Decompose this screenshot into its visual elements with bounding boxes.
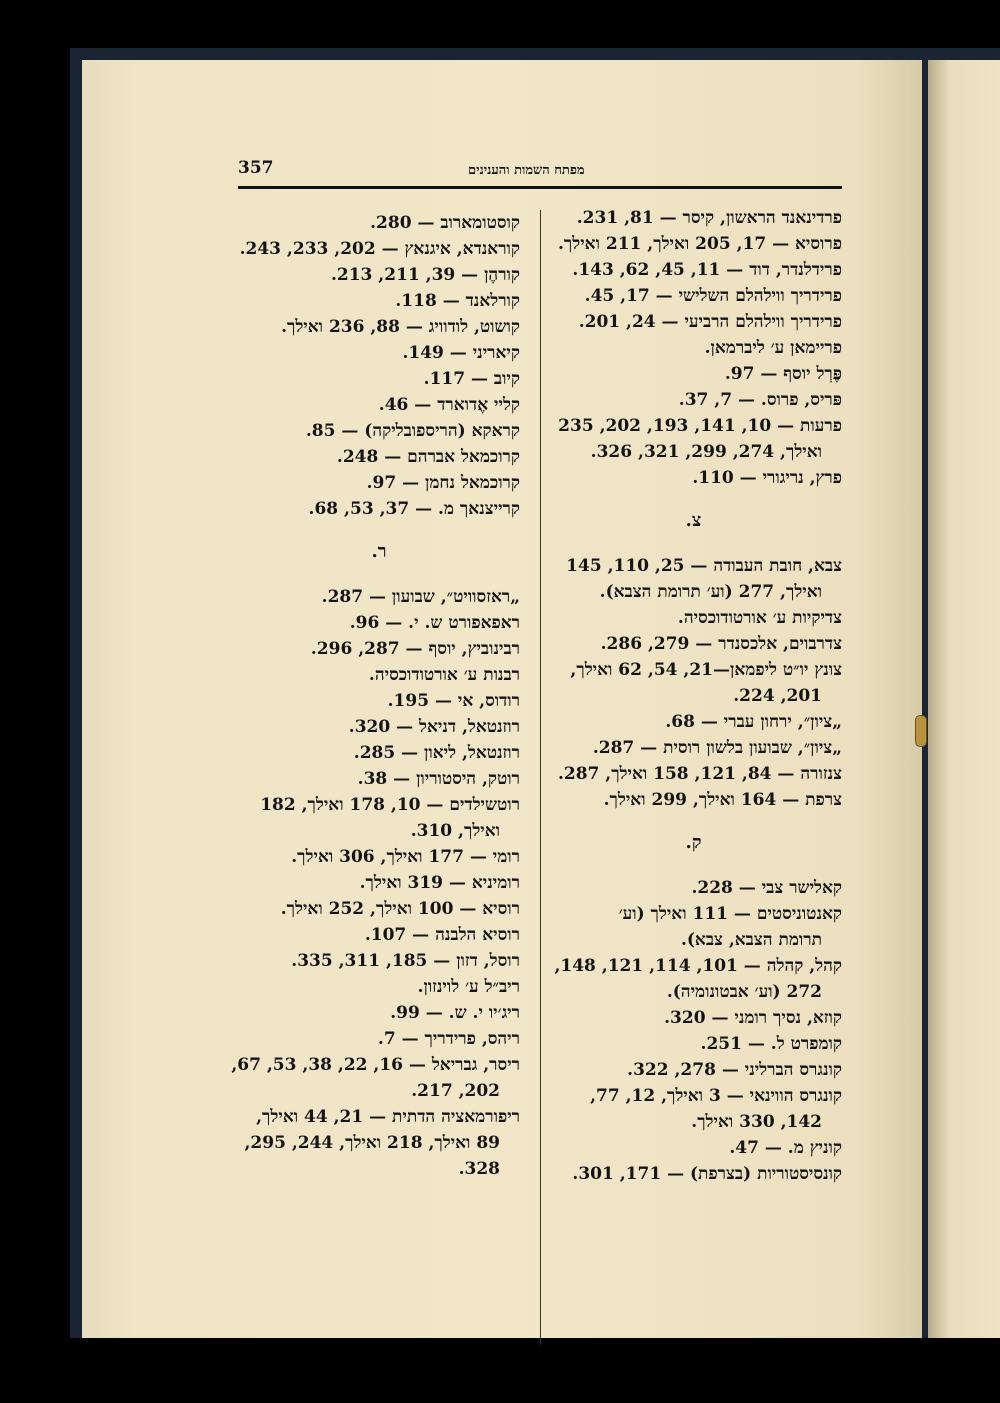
index-entry: קיוב — 117. (423, 369, 520, 389)
index-entry: ראפאפורט ש. י. — 96. (349, 613, 520, 633)
index-entry: קאנטוניסטים — 111 ואילך (וע׳ (618, 904, 842, 924)
index-entry: קוזא, נסיך רומני — 320. (664, 1008, 842, 1028)
index-entry: פּריס, פרוס. — 7, 37. (678, 390, 842, 410)
index-entry: ריפורמאציה הדתית — 21, 44 ואילך, (256, 1107, 520, 1127)
index-entry: רוזנטאל, דניאל — 320. (348, 717, 520, 737)
index-entry-continuation: 89 ואילך, 218 ואילך, 244, 295, (244, 1133, 500, 1153)
index-entry: ריג׳יו י. ש. — 99. (390, 1003, 520, 1023)
adjacent-page-edge (928, 60, 1000, 1338)
section-letter: ק. (685, 832, 702, 853)
index-entry: רוזנטאל, ליאון — 285. (353, 743, 520, 763)
index-entry-continuation: 142, 330 ואילך. (691, 1112, 822, 1132)
index-entry: ריסר, גבריאל — 16, 22, 38, 53, 67, (231, 1055, 520, 1075)
index-entry-continuation: ואילך, 274, 299, 321, 326. (590, 442, 822, 462)
index-entry: קיאריני — 149. (402, 343, 520, 363)
index-column-right (545, 205, 842, 1187)
index-entry: צונץ יו״ט ליפמאן—21, 54, 62 ואילך, (570, 660, 842, 680)
index-entry: קונגרס הווינאי — 3 ואילך, 12, 77, (590, 1086, 842, 1106)
index-entry: רומיניא — 319 ואילך. (359, 873, 520, 893)
index-entry: פרידלנדר, דוד — 11, 45, 62, 143. (572, 260, 842, 280)
index-entry: רוטק, היסטוריון — 38. (357, 769, 520, 789)
index-entry: פרידריך ווילהלם השלישי — 17, 45. (584, 286, 842, 306)
index-entry-continuation: ואילך, 277 (וע׳ תרומת הצבא). (599, 582, 822, 602)
index-entry: קרוכמאל נחמן — 97. (366, 473, 520, 493)
index-entry: רוסל, דזון — 185, 311, 335. (291, 951, 520, 971)
index-entry: פרדינאנד הראשון, קיסר — 81, 231. (576, 208, 842, 228)
index-entry: קוראנדא, איגנאץ — 202, 233, 243. (239, 239, 520, 259)
running-title: מפתח השמות והענינים (468, 163, 585, 178)
index-entry: צבא, חובת העבודה — 25, 110, 145 (566, 556, 842, 576)
index-entry: קוסטומארוב — 280. (370, 213, 520, 233)
index-entry: פֶּרְל יוסף — 97. (724, 364, 842, 384)
index-entry: קראקא (הריספובליקה) — 85. (305, 421, 520, 441)
index-entry: רומי — 177 ואילך, 306 ואילך. (291, 847, 520, 867)
index-entry: צדרבוים, אלכסנדר — 279, 286. (600, 634, 842, 654)
index-entry: קורלאנד — 118. (395, 291, 520, 311)
index-entry: צדיקיות ע׳ אורטודוכסיה. (677, 608, 842, 628)
index-entry: קרייצנאך מ. — 37, 53, 68. (308, 499, 520, 519)
index-entry-continuation: 328. (458, 1159, 500, 1179)
index-entry: רודוס, אי — 195. (387, 691, 520, 711)
page-number: 357 (238, 158, 274, 178)
index-entry: קושוט, לודוויג — 88, 236 ואילך. (281, 317, 520, 337)
section-letter: צ. (685, 510, 702, 531)
index-entry: צנזורה — 84, 121, 158 ואילך, 287. (557, 764, 842, 784)
index-entry-continuation: 202, 217. (411, 1081, 500, 1101)
index-entry: ריב״ל ע׳ לוינזון. (417, 977, 520, 997)
index-entry: פרוסיא — 17, 205 ואילך, 211 ואילך. (558, 234, 842, 254)
page-header (238, 152, 842, 182)
index-entry: קליי אֶדוארד — 46. (378, 395, 520, 415)
index-entry: קהל, קהלה — 101, 114, 121, 148, (554, 956, 842, 976)
index-entry: „ציון״, שבועון בלשון רוסית — 287. (592, 738, 842, 758)
index-entry: „ראזסוויט״, שבועון — 287. (321, 587, 520, 607)
index-entry: פריימאן ע׳ ליברמאן. (704, 338, 842, 358)
section-letter: ר. (371, 541, 387, 562)
index-entry: ריהס, פרידריך — 7. (377, 1029, 520, 1049)
index-entry-continuation: ואילך, 310. (410, 821, 500, 841)
index-entry: קונסיסטוריות (בצרפת) — 171, 301. (572, 1164, 842, 1184)
index-entry: „ציון״, ירחון עברי — 68. (665, 712, 842, 732)
index-entry: רבנות ע׳ אורטודוכסיה. (368, 665, 520, 685)
index-column-left (231, 210, 520, 1182)
index-entry: פרידריך ווילהלם הרביעי — 24, 201. (578, 312, 842, 332)
index-entry-continuation: תרומת הצבא, צבא). (680, 930, 822, 950)
binding-clip (915, 715, 927, 747)
index-entry: רבינוביץ, יוסף — 287, 296. (310, 639, 520, 659)
index-entry: רוסיא — 100 ואילך, 252 ואילך. (280, 899, 520, 919)
header-rule (238, 186, 842, 189)
index-entry-continuation: 272 (וע׳ אבטונומיה). (666, 982, 822, 1002)
index-entry: רוסיא הלבנה — 107. (364, 925, 520, 945)
index-entry: קוניץ מ. — 47. (729, 1138, 842, 1158)
index-entry: קומפרט ל. — 251. (700, 1034, 842, 1054)
index-entry: צרפת — 164 ואילך, 299 ואילך. (603, 790, 842, 810)
index-entry: פרץ, נריגורי — 110. (692, 468, 842, 488)
index-entry: קונגרס הברליני — 278, 322. (627, 1060, 842, 1080)
index-entry-continuation: 201, 224. (733, 686, 822, 706)
index-entry: רוטשילדים — 10, 178 ואילך, 182 (260, 795, 520, 815)
index-entry: קרוכמאל אברהם — 248. (336, 447, 520, 467)
index-entry: קורהֶן — 39, 211, 213. (330, 265, 520, 285)
column-divider (540, 210, 541, 1345)
index-entry: קאלישר צבי — 228. (691, 878, 842, 898)
index-entry: פרעות — 10, 141, 193, 202, 235 (558, 416, 842, 436)
